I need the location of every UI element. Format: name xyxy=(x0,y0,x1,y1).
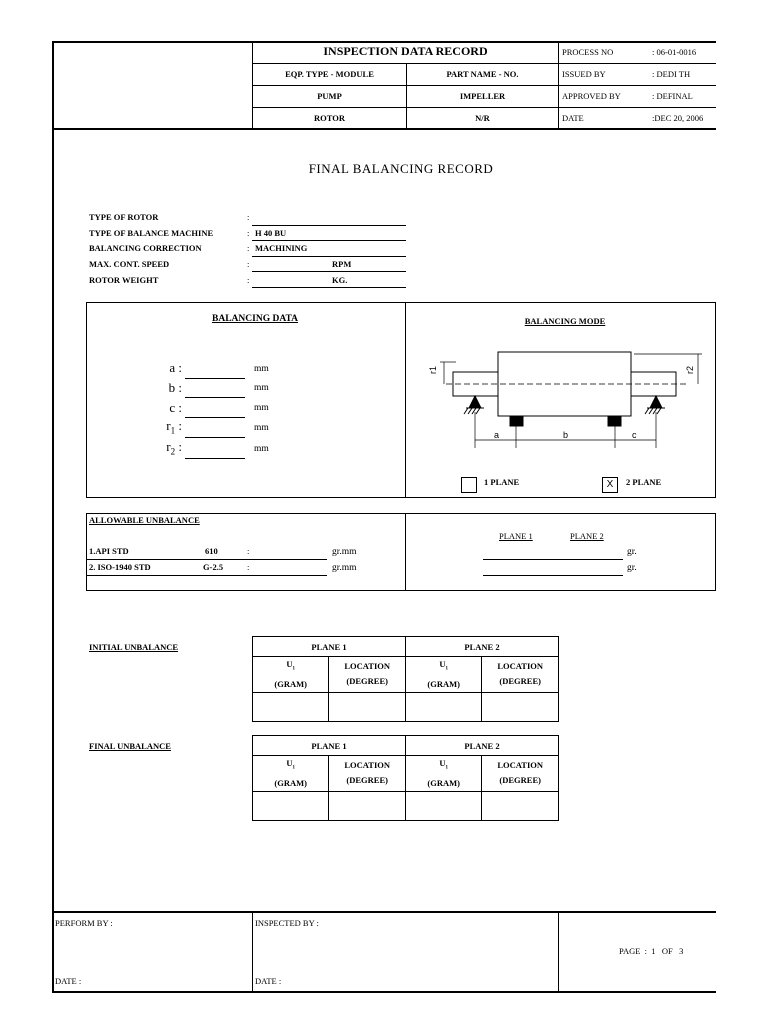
meta-date-label: DATE xyxy=(562,113,584,123)
header-part-name: IMPELLER xyxy=(459,91,506,101)
header-equipment: PUMP xyxy=(317,91,342,101)
allowable-colon: : xyxy=(247,546,250,556)
info-colon: : xyxy=(247,259,250,269)
bd-field-c[interactable] xyxy=(185,417,245,418)
info-label-correction: BALANCING CORRECTION xyxy=(89,243,202,253)
inspected-date-label: DATE : xyxy=(255,976,282,986)
final-loc2-cell[interactable] xyxy=(482,791,559,820)
final-u2-header: $U_1$ (GRAM) xyxy=(405,756,481,792)
footer-divider-1 xyxy=(252,911,253,992)
left-border xyxy=(52,41,54,992)
allowable-divider xyxy=(405,513,406,591)
dim-label-a: a xyxy=(494,430,500,440)
initial-plane1-header: PLANE 1 xyxy=(253,637,406,657)
initial-loc2-header: LOCATION (DEGREE) xyxy=(482,657,559,693)
allowable-colon: : xyxy=(247,562,250,572)
initial-loc1-cell[interactable] xyxy=(329,692,406,721)
final-title: FINAL UNBALANCE xyxy=(89,741,171,751)
final-loc1-header: LOCATION (DEGREE) xyxy=(329,756,406,792)
meta-approved-label: APPROVED BY xyxy=(562,91,621,101)
header-row-line-2 xyxy=(252,85,716,86)
plane2-label: 2 PLANE xyxy=(626,477,662,487)
initial-u2-header: $U_1$ (GRAM) xyxy=(405,657,481,693)
bd-field-b[interactable] xyxy=(185,397,245,398)
plane1-checkbox[interactable] xyxy=(461,477,477,493)
allowable-std1-label: 1.API STD xyxy=(89,546,129,556)
balancing-mode-title: BALANCING MODE xyxy=(524,316,606,326)
initial-loc1-header: LOCATION (DEGREE) xyxy=(329,657,406,693)
final-u1-header: $U_1$ (GRAM) xyxy=(253,756,329,792)
bd-label-r2: $r_2$ : xyxy=(166,439,182,457)
initial-u1-cell[interactable] xyxy=(253,692,329,721)
plane2-checkbox[interactable]: X xyxy=(602,477,618,493)
initial-loc2-cell[interactable] xyxy=(482,692,559,721)
bd-unit: mm xyxy=(254,383,269,393)
initial-u2-cell[interactable] xyxy=(405,692,481,721)
info-field-line xyxy=(252,225,406,226)
bd-label-a: a : xyxy=(169,360,182,375)
info-field-line xyxy=(252,256,406,257)
bd-field-r2[interactable] xyxy=(185,458,245,459)
meta-approved-value: : DEFINAL xyxy=(652,91,693,101)
final-plane2-header: PLANE 2 xyxy=(405,736,558,756)
dim-label-r1: r1 xyxy=(428,365,438,374)
allowable-std1-unit: gr.mm xyxy=(332,547,357,557)
info-label-machine: TYPE OF BALANCE MACHINE xyxy=(89,228,214,238)
top-border xyxy=(52,41,716,43)
info-field-line xyxy=(252,287,406,288)
info-colon: : xyxy=(247,212,250,222)
plane1-label: 1 PLANE xyxy=(484,477,520,487)
initial-plane2-header: PLANE 2 xyxy=(405,637,558,657)
allowable-title: ALLOWABLE UNBALANCE xyxy=(89,515,200,525)
info-colon: : xyxy=(247,275,250,285)
final-u2-cell[interactable] xyxy=(405,791,481,820)
initial-u1-header: $U_1$ (GRAM) xyxy=(253,657,329,693)
inspected-by-label: INSPECTED BY : xyxy=(255,918,319,928)
info-unit-weight: KG. xyxy=(332,275,348,285)
allowable-std2-unit: gr.mm xyxy=(332,563,357,573)
info-label-speed: MAX. CONT. SPEED xyxy=(89,259,170,269)
final-loc2-header: LOCATION (DEGREE) xyxy=(482,756,559,792)
final-loc1-cell[interactable] xyxy=(329,791,406,820)
initial-title: INITIAL UNBALANCE xyxy=(89,642,179,652)
allowable-plane-field-2[interactable] xyxy=(483,575,623,576)
info-label-weight: ROTOR WEIGHT xyxy=(89,275,159,285)
info-field-line xyxy=(252,271,406,272)
info-field-line xyxy=(252,240,406,241)
initial-table xyxy=(252,636,559,722)
info-value-correction[interactable]: MACHINING xyxy=(255,243,308,253)
header-col2-label: PART NAME - NO. xyxy=(446,69,519,79)
header-col1-label: EQP. TYPE - MODULE xyxy=(285,69,374,79)
meta-date-value: :DEC 20, 2006 xyxy=(652,113,704,123)
header-title: INSPECTION DATA RECORD xyxy=(323,44,488,58)
page-title: FINAL BALANCING RECORD xyxy=(308,161,494,176)
info-label-rotor-type: TYPE OF ROTOR xyxy=(89,212,159,222)
page-number: PAGE : 1 OF 3 xyxy=(619,946,684,956)
footer-divider-2 xyxy=(558,911,559,992)
bd-unit: mm xyxy=(254,364,269,374)
info-colon: : xyxy=(247,228,250,238)
header-row-line-1 xyxy=(252,63,716,64)
header-bottom-border xyxy=(52,128,716,130)
dim-label-c: c xyxy=(632,430,637,440)
bd-label-r1: $r_1$ : xyxy=(166,418,182,436)
balancing-data-title: BALANCING DATA xyxy=(212,314,298,324)
allowable-plane-field-1[interactable] xyxy=(483,559,623,560)
allowable-gr-unit: gr. xyxy=(627,563,637,573)
allowable-gr-unit: gr. xyxy=(627,547,637,557)
bd-label-c: c : xyxy=(169,400,182,415)
rotor-drawing xyxy=(440,352,702,448)
final-table xyxy=(252,735,559,821)
footer-top-border xyxy=(52,911,716,913)
allowable-std1-field[interactable] xyxy=(252,559,327,560)
bd-field-r1[interactable] xyxy=(185,437,245,438)
dim-label-b: b xyxy=(563,430,569,440)
allowable-std2-label: 2. ISO-1940 STD xyxy=(89,562,151,572)
info-colon: : xyxy=(247,243,250,253)
bottom-border xyxy=(52,991,716,993)
meta-process-label: PROCESS NO xyxy=(562,47,614,57)
allowable-std1-value: 610 xyxy=(205,546,218,556)
perform-by-label: PERFORM BY : xyxy=(55,918,113,928)
perform-date-label: DATE : xyxy=(55,976,82,986)
bd-unit: mm xyxy=(254,403,269,413)
header-module: ROTOR xyxy=(313,113,346,123)
info-unit-speed: RPM xyxy=(332,259,352,269)
info-value-machine[interactable]: H 40 BU xyxy=(255,228,287,238)
meta-process-value: : 06-01-0016 xyxy=(652,47,697,57)
header-row-line-3 xyxy=(252,107,716,108)
final-plane1-header: PLANE 1 xyxy=(253,736,406,756)
dim-label-r2: r2 xyxy=(685,365,695,374)
bd-unit: mm xyxy=(254,444,269,454)
bd-label-b: b : xyxy=(168,380,182,395)
final-u1-cell[interactable] xyxy=(253,791,329,820)
allowable-std2-field[interactable] xyxy=(252,575,327,576)
rotor-diagram xyxy=(406,340,714,460)
bd-unit: mm xyxy=(254,423,269,433)
bd-field-a[interactable] xyxy=(185,378,245,379)
allowable-std2-value: G-2.5 xyxy=(203,562,224,572)
meta-issued-label: ISSUED BY xyxy=(562,69,606,79)
allowable-plane1: PLANE 1 xyxy=(499,531,533,541)
meta-issued-value: : DEDI TH xyxy=(652,69,691,79)
header-part-no: N/R xyxy=(475,113,490,123)
allowable-plane2: PLANE 2 xyxy=(570,531,604,541)
